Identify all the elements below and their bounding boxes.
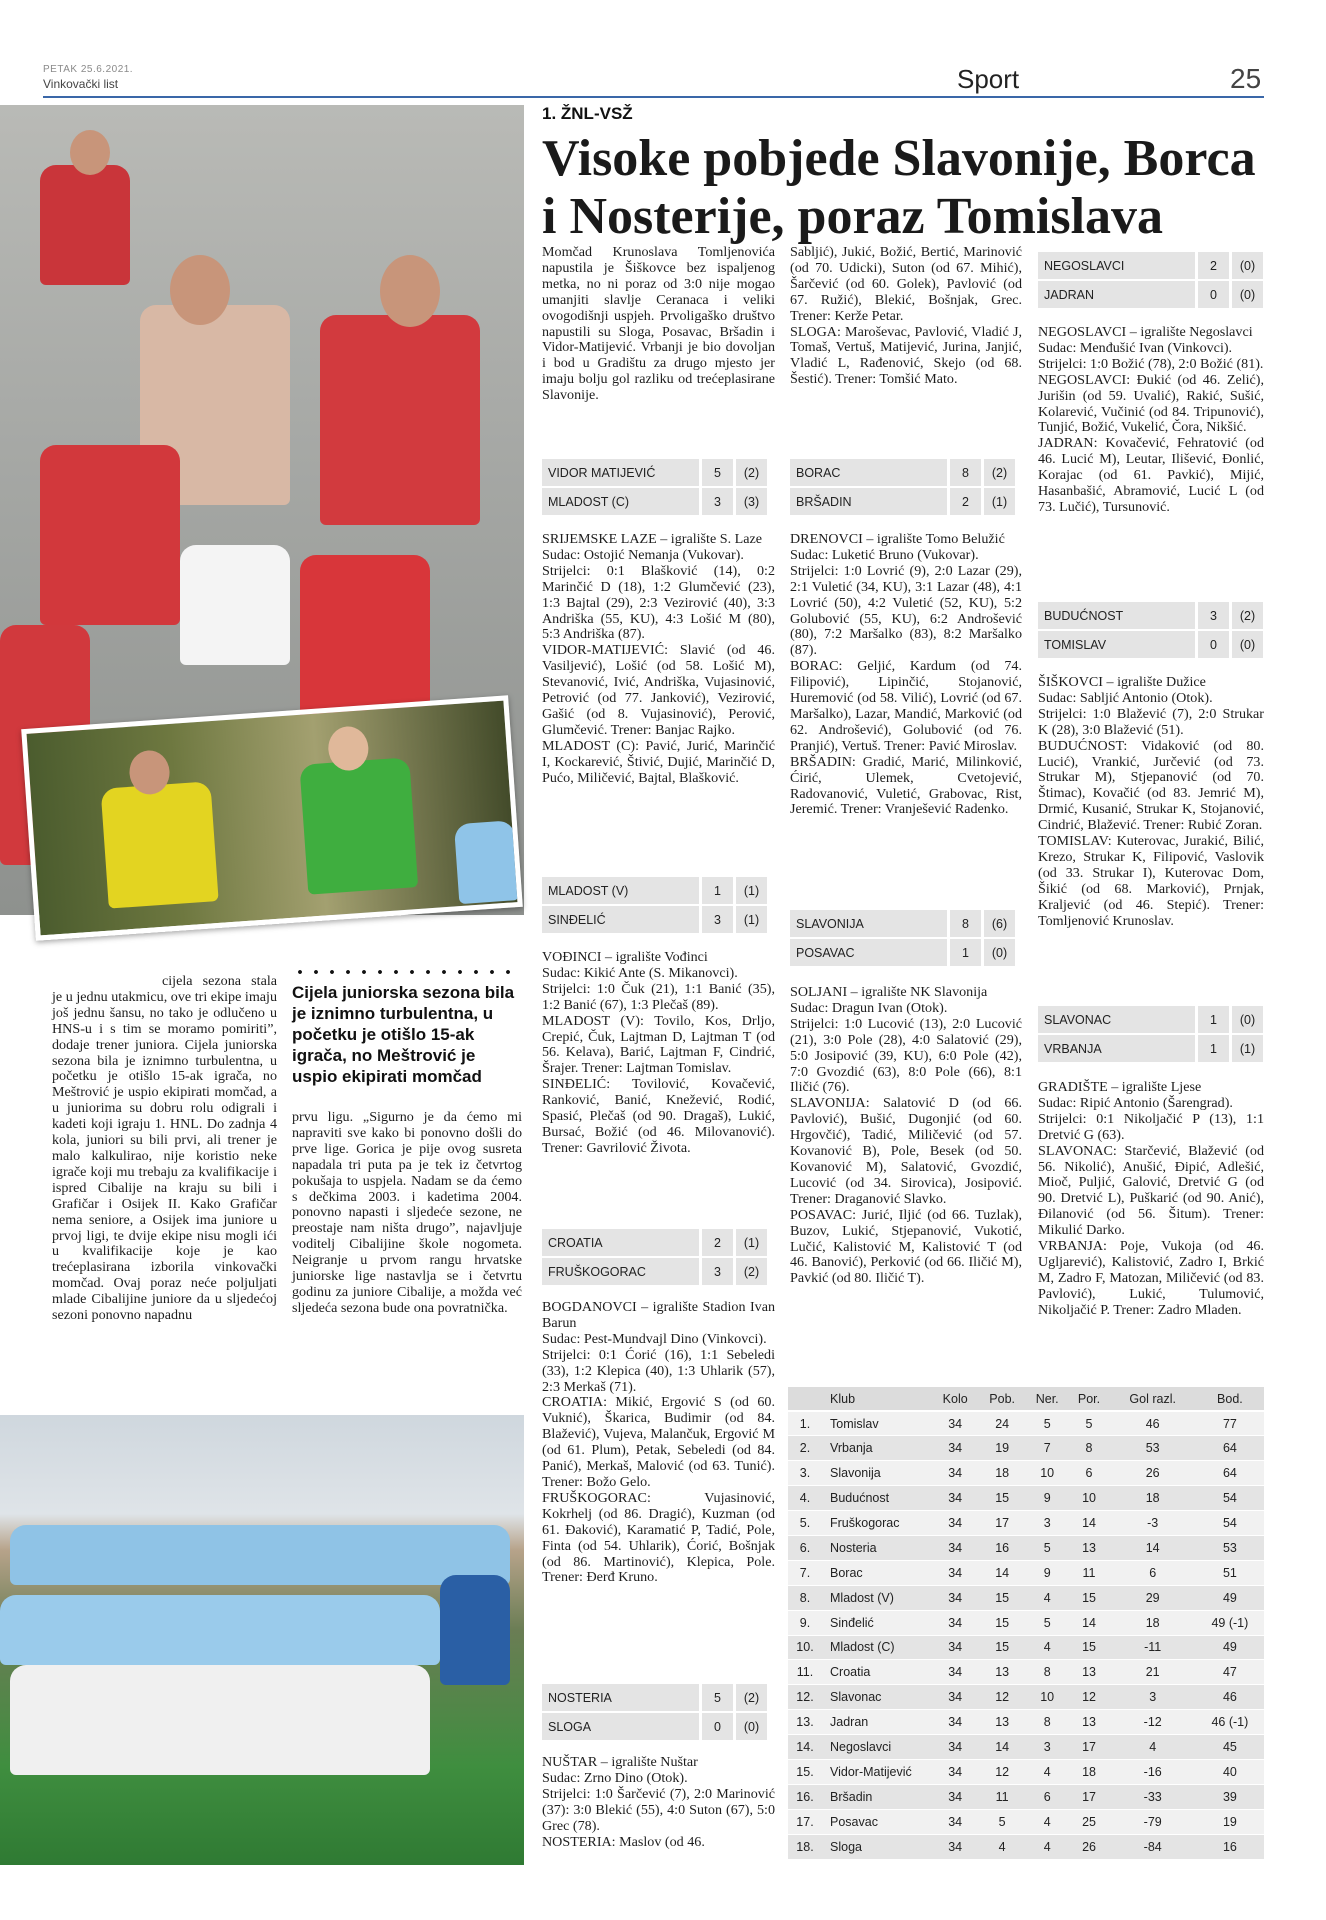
cell-losses: 18	[1068, 1759, 1109, 1784]
cell-wins: 15	[978, 1635, 1026, 1660]
cell-goal-diff: 53	[1110, 1436, 1196, 1461]
cell-rank: 18.	[788, 1834, 822, 1859]
home-score: 1	[702, 877, 736, 904]
result-box	[542, 1682, 770, 1742]
cell-wins: 14	[978, 1735, 1026, 1760]
away-team: POSAVAC	[790, 939, 950, 966]
cell-points: 64	[1196, 1436, 1264, 1461]
table-row	[788, 1735, 1264, 1760]
cell-wins: 12	[978, 1685, 1026, 1710]
away-score: 0	[1198, 281, 1232, 308]
col-draws: Ner.	[1026, 1387, 1068, 1411]
cell-draws: 5	[1026, 1535, 1068, 1560]
edition-date: PETAK 25.6.2021.	[43, 64, 134, 75]
away-score: 3	[702, 1258, 736, 1285]
home-halftime: (1)	[736, 877, 770, 904]
article-lineups-continued: Sabljić), Jukić, Božić, Bertić, Marinović (od 70. Udicki), Suton (od 67. Mihić), Šarčević (od 60. Golek), Pavlović (od 67. Ružić), Blekić, Bošnjak, Grec. Trener: Kerže Petar. SLOGA: Maroševac, Pavlović, Vladić J, Tomaš, Vertuš, Matijević, Jurina, Janjić, Vladić L, Rađenović, Skejo (od 68. Šestić). Trener: Tomšić Mato.	[790, 244, 1022, 388]
cell-club: Mladost (C)	[822, 1635, 932, 1660]
cell-played: 34	[932, 1660, 978, 1685]
away-score: 0	[1198, 631, 1232, 658]
cell-rank: 12.	[788, 1685, 822, 1710]
cell-points: 49	[1196, 1635, 1264, 1660]
cell-draws: 5	[1026, 1411, 1068, 1436]
match-report-soljani: SOLJANI – igralište NK Slavonija Sudac: Dragun Ivan (Otok). Strijelci: 1:0 Lucović (13), 2:0 Lucović (21), 3:0 Pole (28), 4:0 Salatović (29), 5:0 Josipović (39, KU), 6:0 Pole (42), 7:0 Gvozdić (63), 8:0 Pole (66), 8:1 Iličić (76). SLAVONIJA: Salatović D (od 66. Pavlović), Bušić, Dugonjić (od 60. Hrgovčić), Tadić, Miličević (od 57. Kovanović B), Pole, Besek (od 50. Kovanović M), Salatović, Gvozdić, Lucović (od 34. Sirovica), Josipović. Trener: Draganović Slavko. POSAVAC: Jurić, Iljić (od 66. Tuzlak), Buzov, Lukić, Stjepanović, Vukotić, Lučić, Kalistović M, Kalistović T (od 46. Banović), Perković (od 66. Iličić M), Pavkić (od 80. Iličić T).	[790, 984, 1022, 1287]
cell-points: 49 (-1)	[1196, 1610, 1264, 1635]
cell-rank: 3.	[788, 1461, 822, 1486]
team-group-photo	[0, 1415, 524, 1865]
cell-club: Fruškogorac	[822, 1511, 932, 1536]
cell-rank: 10.	[788, 1635, 822, 1660]
cell-goal-diff: 4	[1110, 1735, 1196, 1760]
result-box	[1038, 250, 1266, 310]
cell-rank: 5.	[788, 1511, 822, 1536]
cell-points: 49	[1196, 1585, 1264, 1610]
cell-points: 19	[1196, 1809, 1264, 1834]
cell-goal-diff: 18	[1110, 1486, 1196, 1511]
cell-rank: 6.	[788, 1535, 822, 1560]
cell-club: Sloga	[822, 1834, 932, 1859]
match-report-siskovci: ŠIŠKOVCI – igralište Dužice Sudac: Sabljić Antonio (Otok). Strijelci: 1:0 Blažević (7), 2:0 Strukar K (28), 3:0 Blažević (51). BUDUĆNOST: Vidaković (od 80. Lucić), Vrankić, Jurčević (od 73. Strukar M), Stjepanović (od 70. Štimac), Kovačić (od 83. Jemrić M), Drmić, Kusanić, Strukar K, Stojanović, Cindrić, Blažević. Trener: Rubić Zoran. TOMISLAV: Kuterovac, Jurakić, Bilić, Krezo, Strukar K, Filipović, Vaslovik (od 33. Strukar I), Kuterovac Dom, Šikić (od 68. Marković), Prnjak, Kraljević (od 46. Stepić). Trener: Tomljenović Krunoslav.	[1038, 674, 1264, 929]
cell-losses: 11	[1068, 1560, 1109, 1585]
cell-losses: 12	[1068, 1685, 1109, 1710]
home-halftime: (1)	[736, 1229, 770, 1256]
cell-losses: 6	[1068, 1461, 1109, 1486]
cell-draws: 5	[1026, 1610, 1068, 1635]
cell-losses: 25	[1068, 1809, 1109, 1834]
cell-club: Borac	[822, 1560, 932, 1585]
home-score: 3	[1198, 602, 1232, 629]
home-halftime: (2)	[736, 1684, 770, 1711]
match-report-nustar: NUŠTAR – igralište Nuštar Sudac: Zrno Dino (Otok). Strijelci: 1:0 Šarčević (7), 2:0 Marinović (37): 3:0 Blekić (55), 4:0 Suton (67), 5:0 Grec (78). NOSTERIA: Maslov (od 46.	[542, 1754, 775, 1850]
away-score: 1	[950, 939, 984, 966]
cell-club: Nosteria	[822, 1535, 932, 1560]
result-box	[542, 457, 770, 517]
newspaper-name: Vinkovački list	[43, 77, 119, 91]
cell-played: 34	[932, 1511, 978, 1536]
home-team: MLADOST (V)	[542, 877, 702, 904]
match-report-srijemske-laze: SRIJEMSKE LAZE – igralište S. Laze Sudac: Ostojić Nemanja (Vukovar). Strijelci: 0:1 Blašković (14), 0:2 Marinčić D (18), 1:2 Glumčević (23), 1:3 Bajtal (29), 2:3 Vezirović (40), 3:3 Andriška (55, KU), 4:3 Lošić M (80), 5:3 Andriška (87). VIDOR-MATIJEVIĆ: Slavić (od 46. Vasiljević), Lošić (od 58. Lošić M), Stevanović, Ivić, Andriška, Vujasinović, Petrović (od 77. Janković), Vezirović, Gašić (od 8. Vujasinović), Perović, Glumčević. Trener: Banjac Rajko. MLADOST (C): Pavić, Jurić, Marinčić I, Kockarević, Štivić, Dujić, Marinčić D, Pućo, Miličević, Bajtal, Blašković.	[542, 531, 775, 786]
away-halftime: (0)	[1232, 281, 1266, 308]
cell-draws: 4	[1026, 1635, 1068, 1660]
cell-losses: 14	[1068, 1511, 1109, 1536]
cell-rank: 9.	[788, 1610, 822, 1635]
away-halftime: (1)	[1232, 1035, 1266, 1062]
cell-wins: 15	[978, 1610, 1026, 1635]
cell-goal-diff: 14	[1110, 1535, 1196, 1560]
table-row	[788, 1784, 1264, 1809]
cell-played: 34	[932, 1784, 978, 1809]
away-score: 3	[702, 906, 736, 933]
cell-club: Vrbanja	[822, 1436, 932, 1461]
cell-points: 45	[1196, 1735, 1264, 1760]
cell-points: 54	[1196, 1486, 1264, 1511]
cell-goal-diff: -84	[1110, 1834, 1196, 1859]
league-standings-table	[788, 1387, 1264, 1860]
cell-points: 77	[1196, 1411, 1264, 1436]
cell-losses: 17	[1068, 1735, 1109, 1760]
cell-wins: 19	[978, 1436, 1026, 1461]
home-team: NOSTERIA	[542, 1684, 702, 1711]
page-number: 25	[1230, 63, 1262, 94]
cell-goal-diff: 21	[1110, 1660, 1196, 1685]
cell-wins: 18	[978, 1461, 1026, 1486]
away-team: SLOGA	[542, 1713, 702, 1740]
cell-goal-diff: 6	[1110, 1560, 1196, 1585]
away-team: TOMISLAV	[1038, 631, 1198, 658]
cell-rank: 11.	[788, 1660, 822, 1685]
table-row	[788, 1585, 1264, 1610]
cell-draws: 8	[1026, 1660, 1068, 1685]
table-row	[788, 1635, 1264, 1660]
table-row	[788, 1461, 1264, 1486]
col-goal-diff: Gol razl.	[1110, 1387, 1196, 1411]
cell-played: 34	[932, 1809, 978, 1834]
pullquote: Cijela juniorska sezona bila je iznimno turbulentna, u početku je otišlo 15-ak igrača, no Meštrović je uspio ekipirati momčad	[292, 983, 515, 1086]
cell-points: 40	[1196, 1759, 1264, 1784]
table-row	[788, 1560, 1264, 1585]
cell-rank: 7.	[788, 1560, 822, 1585]
away-team: BRŠADIN	[790, 488, 950, 515]
table-row	[788, 1710, 1264, 1735]
table-row	[788, 1610, 1264, 1635]
col-played: Kolo	[932, 1387, 978, 1411]
cell-club: Mladost (V)	[822, 1585, 932, 1610]
home-score: 2	[702, 1229, 736, 1256]
home-team: SLAVONAC	[1038, 1006, 1198, 1033]
match-report-drenovci: DRENOVCI – igralište Tomo Belužić Sudac: Luketić Bruno (Vukovar). Strijelci: 1:0 Lovrić (9), 2:0 Lazar (29), 2:1 Vuletić (34, KU), 3:1 Lazar (48), 4:1 Lovrić (50), 4:2 Vuletić (52, KU), 5:2 Golubović (55, KU), 6:2 Androšević (80), 7:2 Maršalko (83), 8:2 Maršalko (87). BORAC: Geljić, Kardum (od 74. Filipović), Lipinčić, Stojanović, Huremović (od 58. Vilić), Lovrić (od 67. Maršalko), Lazar, Mandić, Marković (od 62. Androšević), Golubović (od 76. Pranjić), Vertuš. Trener: Pavić Miroslav. BRŠADIN: Gradić, Marić, Milinković, Ćirić, Ulemek, Cvetojević, Radovanović, Vuletić, Grabovac, Rist, Jeremić. Trener: Vranješević Radenko.	[790, 531, 1022, 818]
home-halftime: (6)	[984, 910, 1018, 937]
table-row	[788, 1535, 1264, 1560]
table-row	[788, 1436, 1264, 1461]
cell-played: 34	[932, 1685, 978, 1710]
section-title: Sport	[957, 64, 1020, 94]
cell-wins: 11	[978, 1784, 1026, 1809]
home-score: 1	[1198, 1006, 1232, 1033]
cell-club: Posavac	[822, 1809, 932, 1834]
sidebar-continued-text: prvu ligu. „Sigurno je da ćemo mi napraviti sve kako bi ponovno došli do prve lige. Gorica je pije ovog susreta napadala tri puta pa je tek iz četvrtog pokušaja to uspjela. Nadam se da ćemo s dečkima 2003. i kadetima 2004. ponovno napasti i sljedeće sezone, ne preostaje nam ništa drugo”, najavljuje voditelj Cibalijine škole nogometa. Neigranje u prvom rangu hrvatske juniorske lige nastavlja se i četvrtu godinu za juniore Cibalije, a možda već sljedeća sezona bude ona povratnička.	[292, 1109, 522, 1316]
home-halftime: (2)	[736, 459, 770, 486]
cell-goal-diff: 29	[1110, 1585, 1196, 1610]
table-row	[788, 1685, 1264, 1710]
cell-played: 34	[932, 1759, 978, 1784]
cell-draws: 9	[1026, 1486, 1068, 1511]
cell-played: 34	[932, 1535, 978, 1560]
away-halftime: (3)	[736, 488, 770, 515]
col-rank	[788, 1387, 822, 1411]
cell-goal-diff: -3	[1110, 1511, 1196, 1536]
cell-losses: 13	[1068, 1660, 1109, 1685]
cell-draws: 10	[1026, 1685, 1068, 1710]
cell-draws: 9	[1026, 1560, 1068, 1585]
cell-losses: 8	[1068, 1436, 1109, 1461]
cell-wins: 16	[978, 1535, 1026, 1560]
cell-rank: 13.	[788, 1710, 822, 1735]
cell-rank: 14.	[788, 1735, 822, 1760]
away-halftime: (0)	[736, 1713, 770, 1740]
home-halftime: (0)	[1232, 1006, 1266, 1033]
cell-goal-diff: -16	[1110, 1759, 1196, 1784]
away-score: 2	[950, 488, 984, 515]
cell-played: 34	[932, 1735, 978, 1760]
cell-club: Budućnost	[822, 1486, 932, 1511]
cell-wins: 24	[978, 1411, 1026, 1436]
cell-wins: 13	[978, 1660, 1026, 1685]
cell-points: 46	[1196, 1685, 1264, 1710]
home-team: SLAVONIJA	[790, 910, 950, 937]
cell-points: 47	[1196, 1660, 1264, 1685]
away-halftime: (1)	[984, 488, 1018, 515]
away-score: 0	[702, 1713, 736, 1740]
cell-wins: 14	[978, 1560, 1026, 1585]
cell-club: Jadran	[822, 1710, 932, 1735]
cell-draws: 10	[1026, 1461, 1068, 1486]
match-report-gradiste: GRADIŠTE – igralište Ljese Sudac: Ripić Antonio (Šarengrad). Strijelci: 0:1 Nikoljačić P (13), 1:1 Dretvić G (63). SLAVONAC: Starčević, Blažević (od 56. Nikolić), Anušić, Đipić, Adlešić, Mioč, Puljić, Galović, Dretvić G (od 90. Dretvić L), Puškarić (od 90. Anić), Đilanović (od 56. Šitum). Trener: Mikulić Darko. VRBANJA: Poje, Vukoja (od 46. Ugljarević), Kalistović, Zadro I, Brkić M, Zadro F, Matozan, Miličević (od 83. Pavlović), Lukić, Tulumović, Nikoljačić P. Trener: Zadro Mladen.	[1038, 1079, 1264, 1318]
match-report-bogdanovci: BOGDANOVCI – igralište Stadion Ivan Barun Sudac: Pest-Mundvajl Dino (Vinkovci). Strijelci: 0:1 Ćorić (16), 1:1 Sebeledi (33), 1:2 Klepica (40), 1:3 Uhlarik (57), 2:3 Merkaš (71). CROATIA: Mikić, Ergović S (od 60. Vuknić), Škarica, Budimir (od 84. Blažević), Vujeva, Malančuk, Ergović M (od 61. Plum), Petak, Sebeledi (od 84. Panić), Merkaš, Malović (od 63. Tunić). Trener: Božo Gelo. FRUŠKOGORAC: Vujasinović, Kokrhelj (od 86. Dragić), Kuzman (od 61. Đaković), Karamatić P, Tadić, Pole, Finta (od 54. Uhlarik), Ćorić, Bošnjak (od 86. Martinović), Klepica, Pole. Trener: Đerđ Kruno.	[542, 1299, 775, 1586]
cell-wins: 17	[978, 1511, 1026, 1536]
home-team: VIDOR MATIJEVIĆ	[542, 459, 702, 486]
cell-club: Sinđelić	[822, 1610, 932, 1635]
home-halftime: (2)	[984, 459, 1018, 486]
table-row	[788, 1809, 1264, 1834]
home-score: 2	[1198, 252, 1232, 279]
cell-points: 54	[1196, 1511, 1264, 1536]
home-halftime: (0)	[1232, 252, 1266, 279]
cell-losses: 17	[1068, 1784, 1109, 1809]
away-team: SINĐELIĆ	[542, 906, 702, 933]
article-headline: Visoke pobjede Slavonije, Borca i Nosterije, poraz Tomislava	[542, 130, 1256, 245]
result-box	[1038, 600, 1266, 660]
away-team: JADRAN	[1038, 281, 1198, 308]
article-intro: Momčad Krunoslava Tomljenovića napustila je Šiškovce bez ispaljenog metka, no ni poraz od 3:0 nije mogao umanjiti slavlje Ceranaca i veliki ovogodišnji uspjeh. Prvoligaško društvo napustili su Sloga, Posavac, Bršadin i Vidor-Matijević. Vrbanji je bio dovoljan i bod u Gradištu za drugo mjesto jer imaju bolju gol razliku od trećeplasirane Slavonije.	[542, 244, 775, 404]
home-score: 5	[702, 459, 736, 486]
col-losses: Por.	[1068, 1387, 1109, 1411]
home-score: 8	[950, 910, 984, 937]
cell-goal-diff: 46	[1110, 1411, 1196, 1436]
header-rule	[43, 96, 1264, 98]
result-box	[790, 457, 1018, 517]
home-halftime: (2)	[1232, 602, 1266, 629]
cell-goal-diff: 18	[1110, 1610, 1196, 1635]
table-row	[788, 1486, 1264, 1511]
cell-played: 34	[932, 1710, 978, 1735]
cell-goal-diff: -79	[1110, 1809, 1196, 1834]
cell-club: Vidor-Matijević	[822, 1759, 932, 1784]
result-box	[790, 908, 1018, 968]
cell-draws: 3	[1026, 1735, 1068, 1760]
cell-draws: 4	[1026, 1834, 1068, 1859]
cell-goal-diff: -33	[1110, 1784, 1196, 1809]
cell-points: 64	[1196, 1461, 1264, 1486]
cell-rank: 1.	[788, 1411, 822, 1436]
away-team: MLADOST (C)	[542, 488, 702, 515]
cell-goal-diff: -11	[1110, 1635, 1196, 1660]
cell-wins: 4	[978, 1834, 1026, 1859]
away-halftime: (0)	[984, 939, 1018, 966]
cell-club: Croatia	[822, 1660, 932, 1685]
cell-losses: 26	[1068, 1834, 1109, 1859]
cell-points: 39	[1196, 1784, 1264, 1809]
cell-draws: 4	[1026, 1759, 1068, 1784]
cell-losses: 5	[1068, 1411, 1109, 1436]
cell-played: 34	[932, 1411, 978, 1436]
cell-losses: 14	[1068, 1610, 1109, 1635]
cell-played: 34	[932, 1436, 978, 1461]
cell-played: 34	[932, 1461, 978, 1486]
cell-played: 34	[932, 1635, 978, 1660]
home-team: BUDUĆNOST	[1038, 602, 1198, 629]
home-team: CROATIA	[542, 1229, 702, 1256]
col-points: Bod.	[1196, 1387, 1264, 1411]
result-box	[542, 1227, 770, 1287]
cell-losses: 13	[1068, 1710, 1109, 1735]
cell-draws: 8	[1026, 1710, 1068, 1735]
cell-draws: 3	[1026, 1511, 1068, 1536]
away-team: VRBANJA	[1038, 1035, 1198, 1062]
cell-draws: 4	[1026, 1585, 1068, 1610]
away-halftime: (1)	[736, 906, 770, 933]
result-box	[542, 875, 770, 935]
cell-wins: 12	[978, 1759, 1026, 1784]
col-wins: Pob.	[978, 1387, 1026, 1411]
cell-club: Slavonija	[822, 1461, 932, 1486]
col-club: Klub	[822, 1387, 932, 1411]
cell-losses: 15	[1068, 1635, 1109, 1660]
cell-club: Bršadin	[822, 1784, 932, 1809]
home-team: NEGOSLAVCI	[1038, 252, 1198, 279]
cell-club: Negoslavci	[822, 1735, 932, 1760]
cell-rank: 8.	[788, 1585, 822, 1610]
cell-losses: 13	[1068, 1535, 1109, 1560]
table-row	[788, 1834, 1264, 1859]
away-halftime: (2)	[736, 1258, 770, 1285]
cell-rank: 17.	[788, 1809, 822, 1834]
table-row	[788, 1759, 1264, 1784]
match-report-negoslavci: NEGOSLAVCI – igralište Negoslavci Sudac: Menđušić Ivan (Vinkovci). Strijelci: 1:0 Božić (78), 2:0 Božić (81). NEGOSLAVCI: Đukić (od 46. Zelić), Jurišin (od 59. Uvalić), Rakić, Sušić, Kolarević, Vučinić (od 84. Tripunović), Tunjić, Božić, Vukelić, Čora, Nikšić. JADRAN: Kovačević, Fehratović (od 46. Lucić M), Leutar, Ilišević, Đonlić, Korajac (od 61. Pavkić), Mijić, Hasanbašić, Abramović, Lucić L (od 73. Lučić), Tursunović.	[1038, 324, 1264, 515]
away-team: FRUŠKOGORAC	[542, 1258, 702, 1285]
cell-played: 34	[932, 1486, 978, 1511]
cell-played: 34	[932, 1585, 978, 1610]
article-kicker: 1. ŽNL-VSŽ	[542, 104, 633, 123]
cell-rank: 2.	[788, 1436, 822, 1461]
cell-rank: 4.	[788, 1486, 822, 1511]
match-action-photo	[21, 695, 523, 941]
table-row	[788, 1411, 1264, 1436]
cell-points: 53	[1196, 1535, 1264, 1560]
cell-points: 16	[1196, 1834, 1264, 1859]
away-halftime: (0)	[1232, 631, 1266, 658]
cell-goal-diff: -12	[1110, 1710, 1196, 1735]
cell-wins: 13	[978, 1710, 1026, 1735]
cell-goal-diff: 26	[1110, 1461, 1196, 1486]
cell-wins: 15	[978, 1585, 1026, 1610]
away-score: 1	[1198, 1035, 1232, 1062]
away-score: 3	[702, 488, 736, 515]
home-score: 8	[950, 459, 984, 486]
table-row	[788, 1511, 1264, 1536]
sidebar-lead-text: cijela sezona stala je u jednu utakmicu, ove tri ekipe imaju još jednu šansu, no tako je odlučeno u HNS-u i s tim se moramo pomiriti”, dodaje trener juniora. Cijela juniorska sezona bila je iznimno turbulentna, u početku je otišlo 15-ak igrača, no Meštrović je uspio ekipirati momčad, a u juniorima su dobru rolu odigrali i kadeti koji igraju 1. HNL. Do zadnja 4 kola, juniori su bili prvi, ali trener je malo kalkulirao, nije koristio neke igrače koji mu trebaju za kvalifikacije i ispred Cibalije na kraju su bili i Grafičar i Osijek II. Kako Grafičar nema seniore, a Osijek ima juniore u prvoj ligi, te dvije ekipe nisu mogli ići u kvalifikacije koje je kao trećeplasirana izborila vinkovački momčad. Ovaj poraz neće poljuljati mlade Cibalijine juniore da u sljedećoj sezoni ponovno napadnu	[52, 973, 277, 1324]
cell-played: 34	[932, 1834, 978, 1859]
cell-played: 34	[932, 1610, 978, 1635]
pullquote-dots	[292, 970, 522, 974]
cell-wins: 15	[978, 1486, 1026, 1511]
cell-draws: 6	[1026, 1784, 1068, 1809]
cell-club: Slavonac	[822, 1685, 932, 1710]
cell-draws: 7	[1026, 1436, 1068, 1461]
result-box	[1038, 1004, 1266, 1064]
cell-points: 46 (-1)	[1196, 1710, 1264, 1735]
standings-header	[788, 1387, 1264, 1411]
cell-played: 34	[932, 1560, 978, 1585]
cell-losses: 15	[1068, 1585, 1109, 1610]
cell-goal-diff: 3	[1110, 1685, 1196, 1710]
cell-rank: 16.	[788, 1784, 822, 1809]
cell-losses: 10	[1068, 1486, 1109, 1511]
home-score: 5	[702, 1684, 736, 1711]
match-report-vodjinci: VOĐINCI – igralište Vođinci Sudac: Kikić Ante (S. Mikanovci). Strijelci: 1:0 Čuk (21), 1:1 Banić (35), 1:2 Banić (67), 1:3 Plečaš (89). MLADOST (V): Tovilo, Kos, Drljo, Crepić, Čuk, Lajtman D, Lajtman T (od 56. Kelava), Barić, Lajtman F, Cindrić, Šrajer. Trener: Lajtman Tomislav. SINĐELIĆ: Tovilović, Kovačević, Ranković, Banić, Knežević, Rodić, Spasić, Plečaš (od 90. Dragaš), Lukić, Bursać, Božić (od 46. Milovanović). Trener: Gavrilović Života.	[542, 949, 775, 1156]
cell-wins: 5	[978, 1809, 1026, 1834]
cell-club: Tomislav	[822, 1411, 932, 1436]
table-row	[788, 1660, 1264, 1685]
cell-rank: 15.	[788, 1759, 822, 1784]
cell-points: 51	[1196, 1560, 1264, 1585]
cell-draws: 4	[1026, 1809, 1068, 1834]
home-team: BORAC	[790, 459, 950, 486]
